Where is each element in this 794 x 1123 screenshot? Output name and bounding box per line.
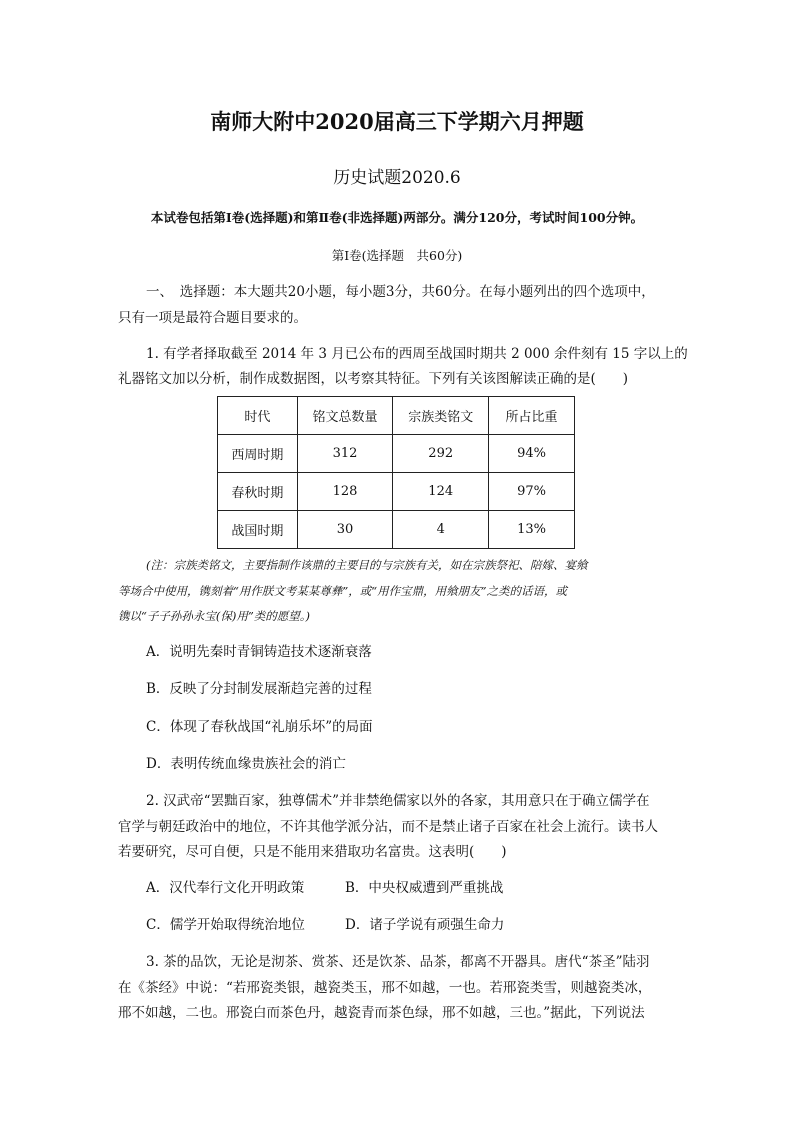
q2-stem-line-3: 若要研究，尽可自便，只是不能用来猎取功名富贵。这表明( ) — [118, 844, 507, 860]
table-cell: 4 — [393, 511, 489, 549]
table-row — [218, 511, 575, 549]
table-header-cell: 宗族类铭文 — [393, 397, 489, 435]
instructions-line-1: 一、 选择题：本大题共20小题，每小题3分，共60分。在每小题列出的四个选项中， — [146, 284, 655, 300]
exam-intro: 本试卷包括第Ⅰ卷(选择题)和第Ⅱ卷(非选择题)两部分。满分120分，考试时间100分钟。 — [150, 210, 644, 225]
q1-note-line-2: 等场合中使用，镌刻着“用作朕文考某某尊彝”，或“用作宝鼎，用飨朋友”之类的话语，或 — [118, 584, 568, 598]
q1-note-line-1: (注：宗族类铭文，主要指制作该鼎的主要目的与宗族有关，如在宗族祭祀、陪嫁、宴飨 — [146, 558, 588, 572]
q1-stem-line-1: 1. 有学者择取截至 2014 年 3 月已公布的西周至战国时期共 2 000 余件刻有 15 字以上的 — [146, 346, 688, 362]
table-cell: 13% — [489, 511, 575, 549]
q1-option-d: D．表明传统血缘贵族社会的消亡 — [146, 756, 346, 772]
table-row — [218, 473, 575, 511]
q1-stem-line-2: 礼器铭文加以分析，制作成数据图，以考察其特征。下列有关该图解读正确的是( ) — [118, 371, 629, 387]
inscription-table — [217, 396, 575, 549]
table-header-cell: 时代 — [218, 397, 298, 435]
table-cell: 30 — [297, 511, 393, 549]
q3-stem-line-2: 在《茶经》中说：“若邢瓷类银，越瓷类玉，邢不如越，一也。若邢瓷类雪，则越瓷类冰， — [118, 980, 652, 996]
table-row — [218, 435, 575, 473]
q1-option-a: A．说明先秦时青铜铸造技术逐渐衰落 — [146, 644, 372, 660]
q2-option-c: C．儒学开始取得统治地位 — [146, 917, 305, 933]
table-cell: 战国时期 — [218, 511, 298, 549]
table-cell: 94% — [489, 435, 575, 473]
section-title: 第Ⅰ卷(选择题 共60分) — [331, 248, 463, 263]
table-cell: 97% — [489, 473, 575, 511]
table-header-cell: 所占比重 — [489, 397, 575, 435]
instructions-line-2: 只有一项是最符合题目要求的。 — [118, 310, 307, 326]
table-header-cell: 铭文总数量 — [297, 397, 393, 435]
exam-title: 南师大附中2020届高三下学期六月押题 — [210, 109, 584, 134]
q3-stem-line-1: 3. 茶的品饮，无论是沏茶、赏茶、还是饮茶、品茶，都离不开器具。唐代“茶圣”陆羽 — [146, 954, 650, 970]
q2-option-d: D．诸子学说有顽强生命力 — [345, 917, 505, 933]
q1-option-c: C．体现了春秋战国“礼崩乐坏”的局面 — [146, 719, 373, 735]
q1-note-line-3: 镌以“子子孙孙永宝(保)用”类的愿望。) — [118, 609, 310, 623]
exam-subtitle: 历史试题2020.6 — [333, 168, 461, 188]
q2-stem-line-2: 官学与朝廷政治中的地位，不许其他学派分沾，而不是禁止诸子百家在社会上流行。读书人 — [118, 819, 658, 835]
table-cell: 312 — [297, 435, 393, 473]
q3-stem-line-3: 邢不如越，二也。邢瓷白而茶色丹，越瓷青而茶色绿，邢不如越，三也。”据此，下列说法 — [118, 1005, 645, 1021]
table-cell: 春秋时期 — [218, 473, 298, 511]
q2-stem-line-1: 2. 汉武帝“罢黜百家，独尊儒术”并非禁绝儒家以外的各家，其用意只在于确立儒学在 — [146, 793, 650, 809]
table-cell: 西周时期 — [218, 435, 298, 473]
q2-option-b: B．中央权威遭到严重挑战 — [345, 880, 504, 896]
q1-option-b: B．反映了分封制发展渐趋完善的过程 — [146, 681, 372, 697]
table-cell: 124 — [393, 473, 489, 511]
table-header-row — [218, 397, 575, 435]
table-cell: 128 — [297, 473, 393, 511]
q2-option-a: A．汉代奉行文化开明政策 — [146, 880, 305, 896]
table-cell: 292 — [393, 435, 489, 473]
